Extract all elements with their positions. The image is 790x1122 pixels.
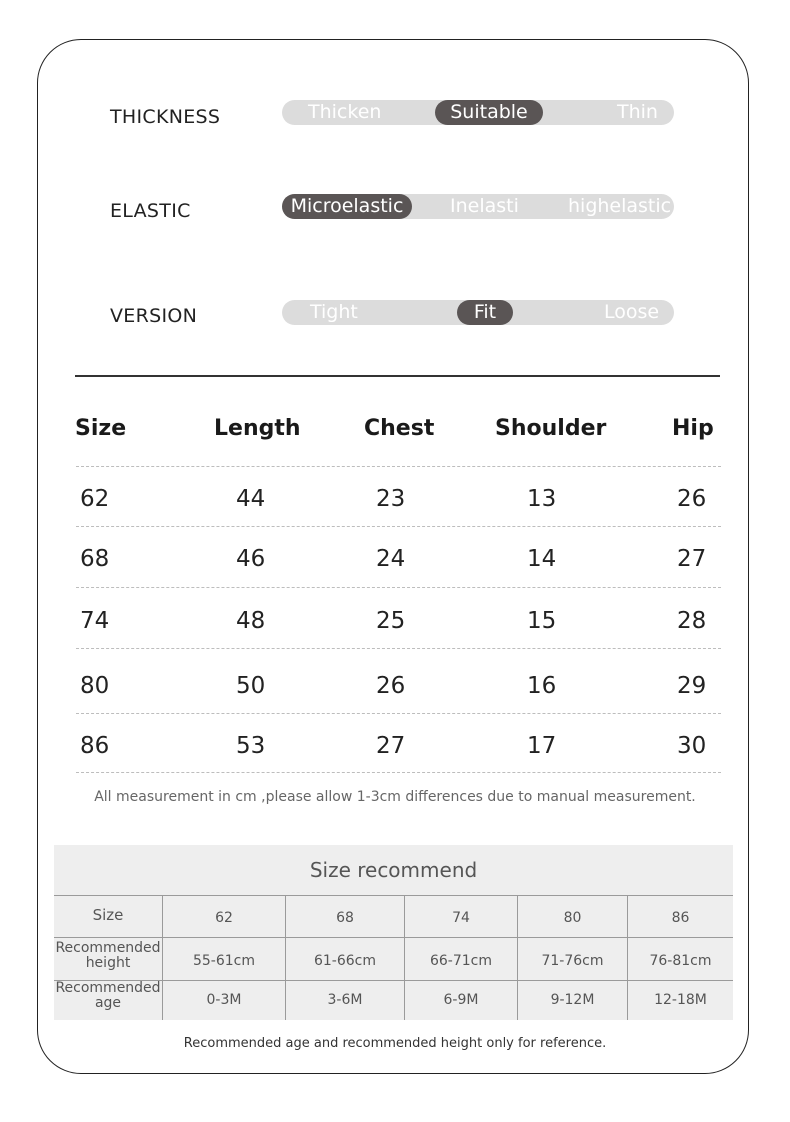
- measurement-note: All measurement in cm ,please allow 1-3cm differences due to manual measurement.: [94, 789, 696, 805]
- table-row-divider: [76, 648, 721, 649]
- recommend-size-cell: 68: [336, 910, 354, 926]
- version-option-loose: Loose: [604, 301, 660, 323]
- cell-shoulder: 16: [527, 673, 557, 699]
- elastic-option-microelastic-selected: Microelastic: [282, 194, 412, 219]
- recommend-size-cell: 74: [452, 910, 470, 926]
- elastic-option-highelastic: highelastic: [568, 195, 672, 217]
- size-recommend-title: Size recommend: [309, 858, 478, 882]
- elastic-scale: [282, 194, 674, 219]
- cell-hip: 27: [677, 546, 707, 572]
- recommend-size-cell: 62: [215, 910, 233, 926]
- recommend-age-label-line2: age: [94, 995, 122, 1011]
- table-row-divider: [76, 713, 721, 714]
- header-length: Length: [214, 416, 301, 441]
- version-label: VERSION: [110, 305, 198, 327]
- recommend-height-cell: 55-61cm: [192, 953, 255, 969]
- size-recommend-table: [54, 845, 733, 1020]
- cell-size: 68: [80, 546, 110, 572]
- cell-chest: 27: [376, 733, 406, 759]
- cell-length: 50: [236, 673, 266, 699]
- thickness-label: THICKNESS: [110, 106, 221, 128]
- cell-length: 44: [236, 486, 266, 512]
- recommend-height-label-line1: Recommended: [55, 940, 161, 956]
- recommend-height-cell: 61-66cm: [313, 953, 376, 969]
- cell-size: 86: [80, 733, 110, 759]
- table-row-divider: [76, 587, 721, 588]
- version-option-fit-selected: Fit: [457, 300, 513, 325]
- recommend-age-cell: 6-9M: [443, 992, 479, 1008]
- header-size: Size: [75, 416, 127, 441]
- header-shoulder: Shoulder: [495, 416, 607, 441]
- cell-hip: 30: [677, 733, 707, 759]
- cell-hip: 29: [677, 673, 707, 699]
- cell-chest: 24: [376, 546, 406, 572]
- thickness-scale: [282, 100, 674, 125]
- table-row-divider: [76, 772, 721, 773]
- cell-size: 62: [80, 486, 110, 512]
- recommend-height-cell: 66-71cm: [429, 953, 492, 969]
- recommend-age-label-line1: Recommended: [55, 980, 161, 996]
- thickness-option-suitable-selected: Suitable: [435, 100, 543, 125]
- cell-chest: 25: [376, 608, 406, 634]
- version-scale: [282, 300, 674, 325]
- recommend-size-cell: 80: [563, 910, 582, 926]
- thickness-option-thin: Thin: [617, 101, 658, 123]
- cell-length: 46: [236, 546, 266, 572]
- cell-shoulder: 17: [527, 733, 557, 759]
- table-row-divider: [76, 526, 721, 527]
- cell-shoulder: 15: [527, 608, 557, 634]
- reference-note: Recommended age and recommended height only for reference.: [183, 1036, 607, 1051]
- cell-chest: 26: [376, 673, 406, 699]
- cell-hip: 26: [677, 486, 707, 512]
- recommend-size-cell: 86: [671, 910, 690, 926]
- cell-length: 53: [236, 733, 266, 759]
- cell-hip: 28: [677, 608, 707, 634]
- recommend-height-cell: 71-76cm: [541, 953, 604, 969]
- cell-chest: 23: [376, 486, 406, 512]
- elastic-label: ELASTIC: [110, 200, 191, 222]
- recommend-age-cell: 9-12M: [550, 992, 595, 1008]
- recommend-age-cell: 12-18M: [654, 992, 707, 1008]
- cell-size: 80: [80, 673, 110, 699]
- recommend-row-label-height: [54, 941, 162, 971]
- recommend-divider: [54, 937, 733, 938]
- recommend-row-label-age: [54, 981, 162, 1011]
- table-row-divider: [76, 466, 721, 467]
- recommend-height-label-line2: height: [85, 955, 131, 971]
- recommend-divider: [54, 895, 733, 896]
- elastic-option-inelastic: Inelasti: [450, 195, 519, 217]
- cell-shoulder: 14: [527, 546, 557, 572]
- recommend-age-cell: 0-3M: [206, 992, 242, 1008]
- thickness-option-thicken: Thicken: [308, 101, 382, 123]
- cell-shoulder: 13: [527, 486, 557, 512]
- cell-length: 48: [236, 608, 266, 634]
- recommend-age-cell: 3-6M: [327, 992, 363, 1008]
- header-hip: Hip: [672, 416, 714, 441]
- section-divider: [75, 375, 720, 377]
- version-option-tight: Tight: [310, 301, 358, 323]
- recommend-height-cell: 76-81cm: [649, 953, 712, 969]
- cell-size: 74: [80, 608, 110, 634]
- recommend-row-label-size: Size: [92, 906, 124, 924]
- header-chest: Chest: [364, 416, 435, 441]
